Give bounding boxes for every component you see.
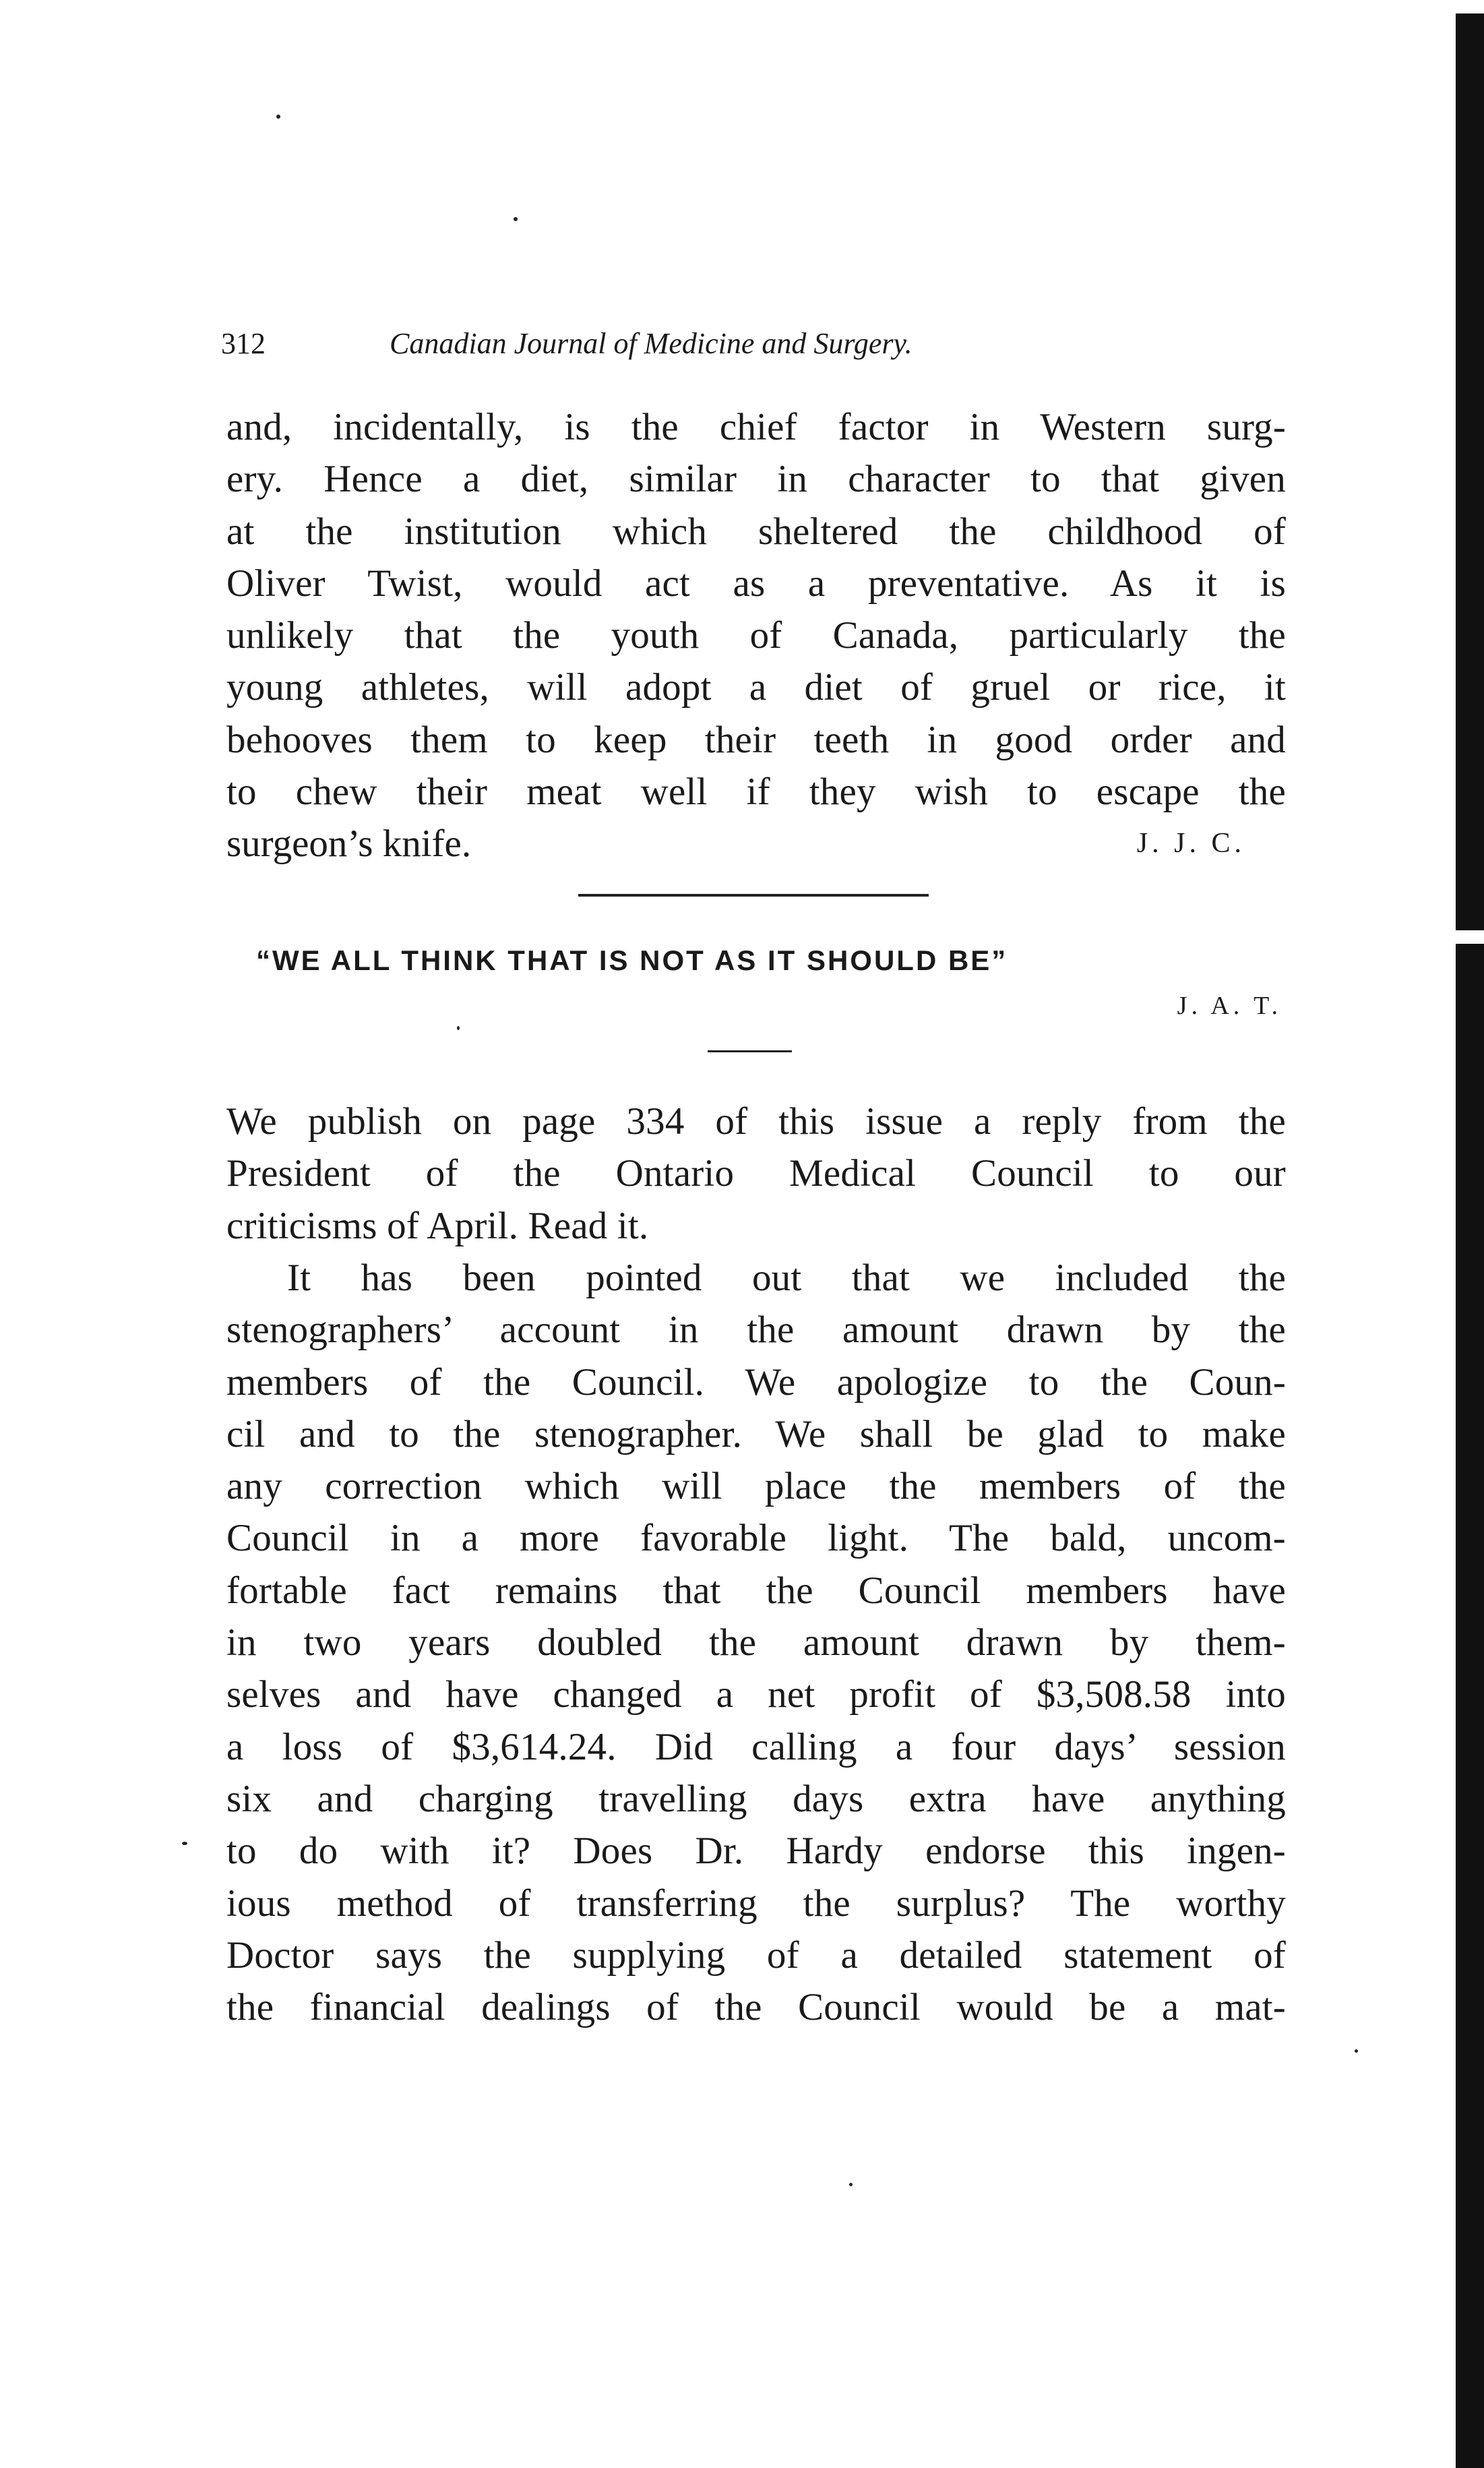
text-line: to do with it? Does Dr. Hardy endorse this ingen- — [226, 1830, 1286, 1873]
text-line: surgeon’s knife. — [226, 822, 472, 865]
intro-last-line — [226, 818, 1286, 870]
text-line: behooves them to keep their teeth in good order and — [226, 718, 1286, 761]
text-line: cil and to the stenographer. We shall be glad to make — [226, 1412, 1286, 1455]
section-title: “WE ALL THINK THAT IS NOT AS IT SHOULD BE” — [256, 944, 1008, 976]
text-line: stenographers’ account in the amount drawn by the — [226, 1308, 1286, 1352]
scan-speck — [457, 1026, 460, 1030]
scan-speck — [182, 1842, 187, 1845]
text-line: Council in a more favorable light. The bald, uncom- — [226, 1517, 1286, 1560]
section-divider — [578, 894, 929, 897]
text-line: a loss of $3,614.24. Did calling a four days’ session — [226, 1725, 1286, 1768]
text-line: members of the Council. We apologize to the Coun- — [226, 1360, 1286, 1404]
page-number: 312 — [221, 327, 266, 360]
text-line: Doctor says the supplying of a detailed statement of — [226, 1933, 1286, 1977]
running-header — [221, 320, 1286, 367]
text-line: fortable fact remains that the Council members have — [226, 1569, 1286, 1612]
text-line: unlikely that the youth of Canada, particularly the — [226, 614, 1286, 657]
section-signature: J. A. T. — [1177, 992, 1282, 1020]
scan-speck — [849, 2183, 853, 2186]
scan-speck — [276, 115, 280, 119]
text-line: in two years doubled the amount drawn by them- — [226, 1621, 1286, 1664]
scan-speck — [514, 217, 518, 221]
text-line: the financial dealings of the Council would be a mat- — [226, 1986, 1286, 2029]
text-line: We publish on page 334 of this issue a reply from the — [226, 1100, 1286, 1143]
text-line: six and charging travelling days extra have anything — [226, 1777, 1286, 1820]
text-line: at the institution which sheltered the childhood of — [226, 510, 1286, 553]
scan-speck — [1355, 2049, 1358, 2053]
author-signature: J. J. C. — [1136, 828, 1245, 859]
text-line: criticisms of April. Read it. — [226, 1204, 649, 1247]
intro-paragraph — [226, 401, 1286, 818]
text-line: President of the Ontario Medical Council to our — [226, 1152, 1286, 1195]
text-line: and, incidentally, is the chief factor in Western surg- — [226, 406, 1286, 448]
text-line: any correction which will place the members of the — [226, 1465, 1286, 1508]
text-line: Oliver Twist, would act as a preventative. As it is — [226, 562, 1286, 605]
text-line: to chew their meat well if they wish to escape the — [226, 771, 1286, 814]
text-line: It has been pointed out that we included the — [287, 1257, 1286, 1299]
text-line: ery. Hence a diet, similar in character to that given — [226, 458, 1286, 501]
running-title: Canadian Journal of Medicine and Surgery. — [390, 327, 913, 360]
paragraph-1 — [226, 1095, 1286, 1252]
text-line: ious method of transferring the surplus? The worthy — [226, 1882, 1286, 1925]
text-line: young athletes, will adopt a diet of gruel or rice, it — [226, 666, 1286, 709]
scan-edge-gap — [1456, 930, 1484, 944]
paragraph-2 — [226, 1252, 1286, 2033]
heading-divider — [708, 1050, 792, 1052]
text-line: selves and have changed a net profit of $3,508.58 into — [226, 1673, 1286, 1716]
scan-edge-strip — [1456, 13, 1484, 2468]
